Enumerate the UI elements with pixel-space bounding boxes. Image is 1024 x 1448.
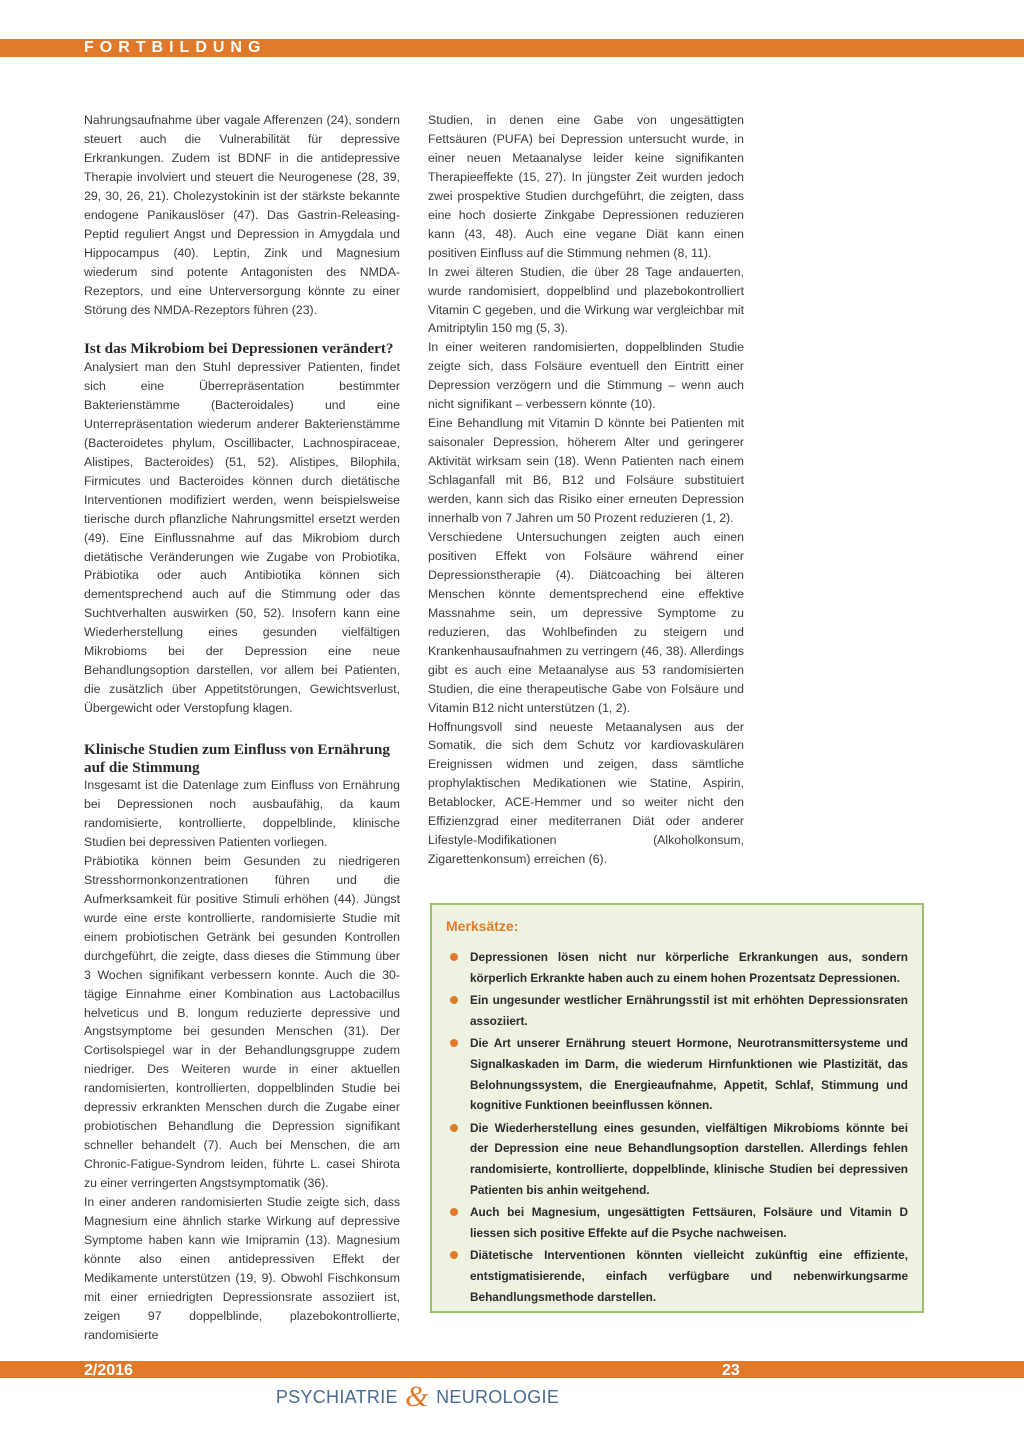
footer-bar (0, 1361, 1024, 1378)
list-item (446, 990, 908, 1031)
page-number: 23 (722, 1362, 740, 1379)
paragraph: Verschiedene Untersuchungen zeigten auch einen positiven Effekt von Folsäure während einer Depressionstherapie (4). Diätcoaching bei älteren Menschen könnte dementsprechend eine effektive Massnahme sein, um depressive Symptome zu reduzieren, das Wohlbefinden zu steigern und Krankenhausaufnahmen zu verringern (46, 38). Allerdings gibt es auch eine Metaanalyse aus 53 randomisierten Studien, die eine therapeutische Gabe von Folsäure und Vitamin B12 nicht unterstützen (1, 2). (428, 529, 744, 715)
merksaetze-title: Merksätze: (446, 918, 519, 934)
subheading-klinische-studien: Klinische Studien zum Einfluss von Ernährung auf die Stimmung (84, 741, 390, 776)
list-item-text: Die Art unserer Ernährung steuert Hormone, Neurotransmittersysteme und Signalkaskaden im Darm, die wiederum Hirnfunktionen wie Plastizität, das Belohnungssystem, die Energieaufnahme, Appetit, Schlaf, Stimmung und kognitive Funktionen beeinflussen können. (470, 1036, 908, 1113)
journal-name-left: PSYCHIATRIE (275, 1387, 398, 1407)
bullet-icon (450, 996, 458, 1004)
list-item-text: Ein ungesunder westlicher Ernährungsstil ist mit erhöhten Depressionsraten assoziiert. (470, 993, 908, 1028)
bullet-icon (450, 1039, 458, 1047)
bullet-icon (450, 953, 458, 961)
list-item-text: Die Wiederherstellung eines gesunden, vielfältigen Mikrobioms könnte bei der Depression eine neue Behandlungsoption darstellen. Allerdings fehlen randomisierte, kontrollierte, doppelblinde, klinische Studien bei depressiven Patienten bis anhin weitgehend. (470, 1120, 908, 1197)
list-item (446, 947, 908, 988)
right-column (428, 111, 744, 869)
list-item (446, 1118, 908, 1200)
subheading-mikrobiom: Ist das Mikrobiom bei Depressionen verändert? (84, 340, 394, 358)
merksaetze-box (430, 903, 924, 1313)
paragraph: Analysiert man den Stuhl depressiver Patienten, findet sich eine Überrepräsentation bestimmter Bakterienstämme (Bacteroidales) und eine Unterrepräsentation wiederum anderer Bakterienstämme (Bacteroidetes phylum, Oscillibacter, Lachnospiraceae, Alistipes, Bacteroides) (51, 52). Alistipes, Bilophila, Firmicutes und Bacteroides können durch dietätische Interventionen modifiziert werden, wenn beispielsweise tierische durch pflanzliche Nahrungsmittel ersetzt werden (49). Eine Einflussnahme auf das Mikrobiom durch dietätische Veränderungen wie Zugabe von Probiotika, Präbiotika oder auch Antibiotika können sich dementsprechend auch auf die Stimmung oder das Suchtverhalten auswirken (50, 52). Insofern kann eine Wiederherstellung eines gesunden vielfältigen Mikrobioms bei der Depression eine neue Behandlungsoption darstellen, vor allem bei Patienten, die zusätzlich über Appetitstörungen, Gewichtsverlust, Übergewicht oder Verstopfung klagen. (84, 359, 400, 716)
journal-name-right: NEUROLOGIE (436, 1387, 560, 1407)
paragraph: Insgesamt ist die Datenlage zum Einfluss von Ernährung bei Depressionen noch ausbaufähig, da kaum randomisierte, kontrollierte, doppelblinde, klinische Studien bei depressiven Patienten vorliegen. (84, 778, 400, 849)
list-item-text: Depressionen lösen nicht nur körperliche Erkrankungen aus, sondern körperlich Erkrankte haben auch zu einem hohen Prozentsatz Depressionen. (470, 950, 908, 985)
list-item (446, 1245, 908, 1307)
list-item-text: Auch bei Magnesium, ungesättigten Fettsäuren, Folsäure und Vitamin D liessen sich positive Effekte auf die Psyche nachweisen. (470, 1205, 908, 1240)
paragraph: Nahrungsaufnahme über vagale Afferenzen (24), sondern steuert auch die Vulnerabilität für depressive Erkrankungen. Zudem ist BDNF in die antidepressive Therapie involviert und steuert die Neurogenese (28, 39, 29, 30, 26, 21). Cholezystokinin ist der stärkste bekannte endogene Panikauslöser (47). Das Gastrin-Releasing-Peptid reguliert Angst und Depression in Amygdala und Hippocampus (40). Leptin, Zink und Magnesium wiederum sind potente Antagonisten des NMDA-Rezeptors, und eine Unterversorgung könnte zu einer Störung des NMDA-Rezeptors führen (23). (84, 113, 400, 317)
journal-ampersand: & (405, 1380, 429, 1413)
paragraph: Präbiotika können beim Gesunden zu niedrigeren Stresshormonkonzentrationen führen und die Aufmerksamkeit für positive Stimuli erhöhen (44). Jüngst wurde eine erste kontrollierte, randomisierte Studie mit einem probiotischen Getränk bei gesunden Kontrollen durchgeführt, die zeigte, dass dieses die Stimmung über 3 Wochen signifikant verbessern konnte. Auch die 30-tägige Einnahme einer Kombination aus Lactobacillus helveticus und B. longum reduzierte depressive und Angstsymptome bei gesunden Menschen (31). Der Cortisolspiegel war in der Behandlungsgruppe zudem niedriger. Des Weiteren wurde in einer aktuellen randomisierten, kontrollierten, doppelblinden Studie bei depressiv erkrankten Menschen durch die Zugabe einer probiotischen Behandlung die Depression signifikant schneller behandelt (7). Auch bei Menschen, die am Chronic-Fatigue-Syndrom leiden, führte L. casei Shirota zu einer verringerten Angstsymptomatik (36). (84, 853, 400, 1191)
merksaetze-list (446, 947, 908, 1307)
list-item (446, 1033, 908, 1115)
bullet-icon (450, 1208, 458, 1216)
section-label: FORTBILDUNG (84, 39, 267, 56)
bullet-icon (450, 1251, 458, 1259)
paragraph: Studien, in denen eine Gabe von ungesättigten Fettsäuren (PUFA) bei Depression untersucht wurde, in einer neuen Metaanalyse leider keine signifikanten Therapieeffekte (15, 27). In jüngster Zeit wurden jedoch zwei prospektive Studien durchgeführt, die zeigten, dass eine hoch dosierte Zinkgabe Depressionen reduzieren kann (43, 48). Auch eine vegane Diät kann einen positiven Einfluss auf die Stimmung nehmen (8, 11). (428, 113, 744, 260)
left-column (84, 111, 400, 1345)
paragraph: Hoffnungsvoll sind neueste Metaanalysen aus der Somatik, die sich dem Schutz vor kardiovaskulären Ereignissen widmen und zeigen, dass sämtliche prophylaktischen Medikationen wie Statine, Aspirin, Betablocker, ACE-Hemmer und so weiter nicht den Effizienzgrad einer mediterranen Diät oder anderer Lifestyle-Modifikationen (Alkoholkonsum, Zigarettenkonsum) erreichen (6). (428, 719, 744, 867)
paragraph: In einer weiteren randomisierten, doppelblinden Studie zeigte sich, dass Folsäure eventuell den Eintritt einer Depression verzögern und die Stimmung – wenn auch nicht signifikant – verbessern könnte (10). (428, 340, 744, 412)
paragraph: In einer anderen randomisierten Studie zeigte sich, dass Magnesium eine ähnlich starke Wirkung auf depressive Symptome haben kann wie Imipramin (13). Magnesium könnte also einen antidepressiven Effekt der Medikamente unterstützen (19, 9). Obwohl Fischkonsum mit einer erniedrigten Depressionsrate assoziiert ist, zeigen 97 doppelblinde, plazebokontrollierte, randomisierte (84, 1195, 400, 1342)
paragraph: In zwei älteren Studien, die über 28 Tage andauerten, wurde randomisiert, doppelblind und plazebokontrolliert Vitamin C gegeben, und die Wirkung war vergleichbar mit Amitriptylin 150 mg (5, 3). (428, 264, 744, 336)
issue-number: 2/2016 (84, 1362, 133, 1379)
paragraph: Eine Behandlung mit Vitamin D könnte bei Patienten mit saisonaler Depression, höherem Alter und geringerer Aktivität wirksam sein (18). Wenn Patienten nach einem Schlaganfall mit B6, B12 und Folsäure substituiert werden, kann sich das Risiko einer erneuten Depression innerhalb von 7 Jahren um 50 Prozent reduzieren (1, 2). (428, 416, 744, 526)
list-item (446, 1202, 908, 1243)
bullet-icon (450, 1124, 458, 1132)
list-item-text: Diätetische Interventionen könnten vielleicht zukünftig eine effiziente, entstigmatisierende, einfach verfügbare und nebenwirkungsarme Behandlungsmethode darstellen. (470, 1248, 908, 1304)
journal-logo (255, 1380, 580, 1416)
